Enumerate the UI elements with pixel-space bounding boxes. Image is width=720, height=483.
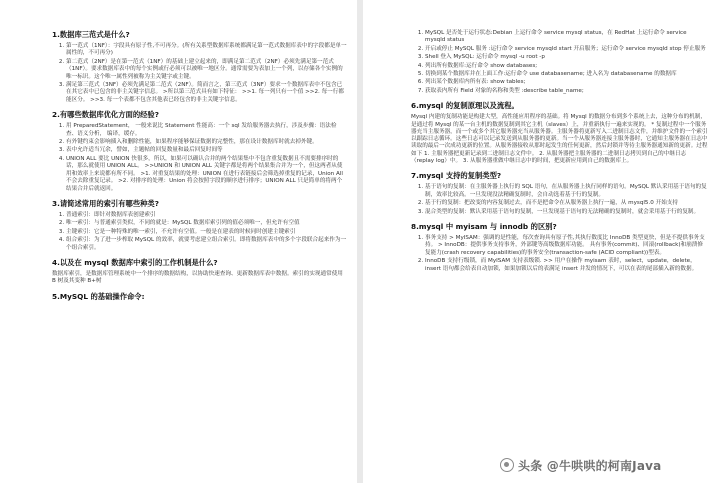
list-item: 2. 开启或停止 MySQL 服务 :运行命令 service mysqld start 开启服务；运行命令 service mysqld stop 停止服务 xyxy=(425,46,708,53)
watermark-text: 头条 @牛哄哄的柯南Java xyxy=(518,458,662,473)
watermark-logo-icon xyxy=(500,458,514,472)
list-item: 5. 切换到某个数据库并在上面工作:运行命令 use databasename; 进入名为 databasename 的数据库 xyxy=(425,71,708,78)
list-item: 1. 基于语句的复制：在主服务器上执行的 SQL 语句，在从服务器上执行同样的语句。MySQL 默认采用基于语句的复制，效率比较高。一旦发现没法精确复制时，会自动选着基于行的复制。 xyxy=(425,184,708,199)
list-item: 1. 用 PreparedStatement， 一般来说比 Statement 性能高：一个 sql 发给服务器去执行，涉及步骤：语法检查、语义分析， 编译，缓存。 xyxy=(66,123,347,138)
section-2-list xyxy=(52,123,347,193)
list-item: 4. 列出所有数据库:运行命令 show databases; xyxy=(425,63,708,70)
section-7 xyxy=(411,171,708,216)
section-5 xyxy=(52,292,347,301)
list-item: 3. 混合类型的复制：默认采用基于语句的复制，一旦发现基于语句的无法精确的复制时，就会采用基于行的复制。 xyxy=(425,209,708,216)
section-5-list xyxy=(411,30,708,95)
list-item: 2. 唯一索引：与普通索引类似，不同的就是：MySQL 数据库索引列的值必须唯一，但允许有空值 xyxy=(66,220,347,227)
list-item: 3. 表中允许适当冗余，譬如，主题帖的回复数量和最后回复时间等 xyxy=(66,147,347,154)
section-8 xyxy=(411,222,708,273)
section-4-heading: 4.以及在 mysql 数据库中索引的工作机制是什么? xyxy=(52,257,218,267)
section-6-paragraph: Mysql 内建的复制功能是构建大型，高性能应用程序的基础。将 Mysql 的数据分布到多个系统上去，这种分布的机制，是通过将 Mysql 的某一台主机的数据复制到其它主机（slaves）上，并重新执行一遍来实现的。 * 复制过程中一个服务器充当主服务器，而一个或多个其它服务器充当从服务器。主服务器将更新写入二进制日志文件，并维护文件的一个索引以跟踪日志循环。这些日志可以记录发送到从服务器的更新。当一个从服务器连接主服务器时，它通知主服务器在日志中读取的最后一次成功更新的位置。从服务器接收从那时起发生的任何更新，然后封锁并等待主服务器通知新的更新。过程如下 1. 主服务器把更新记录到二进制日志文件中。 2. 从服务器把主服务器的二进制日志拷贝到自己的中继日志（replay log）中。 3. 从服务器重做中继日志中的时间，把更新应用到自己的数据库上。 xyxy=(411,114,708,165)
section-5-continued xyxy=(411,30,708,95)
section-2-heading: 2.有哪些数据库优化方面的经验? xyxy=(52,110,159,120)
watermark xyxy=(500,452,715,478)
list-item: 7. 获取表内所有 Field 对象的名称和类型 :describe table_name; xyxy=(425,88,708,95)
section-4 xyxy=(52,258,347,286)
section-1 xyxy=(52,30,347,104)
section-1-list xyxy=(52,43,347,104)
section-6 xyxy=(411,101,708,165)
section-7-list xyxy=(411,184,708,216)
right-page xyxy=(363,0,720,483)
section-2 xyxy=(52,110,347,193)
section-1-heading: 1.数据库三范式是什么? xyxy=(52,30,130,39)
list-item: 1. 普通索引：即针对数据库表创建索引 xyxy=(66,212,347,219)
left-page xyxy=(0,0,357,483)
list-item: 3. 满足第三范式（3NF）必须先满足第二范式（2NF）。简而言之，第三范式（3NF）要求一个数据库表中不包含已在其它表中已包含的非主关键字信息。 >所以第三范式具有如下特征： >>1. 每一列只有一个值 >>2. 每一行都能区分。 >>3. 每一个表都不包含其他表已经包含的非主关键字信息。 xyxy=(66,82,347,104)
list-item: 2. 第二范式（2NF）是在第一范式（1NF）的基础上建立起来的，即满足第二范式（2NF）必须先满足第一范式（1NF）。要求数据库表中的每个实例或行必须可以被唯一地区分。通常需要为表加上一个列，以存储各个实例的唯一标识。这个唯一属性列被称为主关键字或主键。 xyxy=(66,59,347,81)
list-item: 2. InnoDB 支持行级锁，而 MyISAM 支持表级锁. >> 用户在操作 myisam 表时，select，update，delete，insert 语句都会给表自动加锁，如果加锁以后的表满足 insert 并发的情况下，可以在表的尾部插入新的数据。 xyxy=(425,258,708,273)
list-item: 6. 列出某个数据库内所有表: show tables; xyxy=(425,79,708,86)
list-item: 1. 事务支持 > MyISAM：强调的是性能，每次查询具有原子性,其执行数度比 InnoDB 类型更快，但是不提供事务支持。 > InnoDB：提供事务支持事务，外部键等高级数据库功能。 具有事务(commit)、回滚(rollback)和崩溃修复能力(crash recovery capabilities)的事务安全(transaction-safe (ACID compliant))型表。 xyxy=(425,235,708,257)
list-item: 2. 基于行的复制：把改变的内容复制过去，而不是把命令在从服务器上执行一遍，从 mysql5.0 开始支持 xyxy=(425,200,708,207)
list-item: 3. 主键索引：它是一种特殊的唯一索引，不允许有空值。一般是在建表的时候同时创建主键索引 xyxy=(66,229,347,236)
section-5-heading: 5.MySQL 的基础操作命令: xyxy=(52,291,145,301)
section-7-heading: 7.mysql 支持的复制类型? xyxy=(411,171,502,181)
section-8-list xyxy=(411,235,708,273)
list-item: 1. 第一范式（1NF）：字段具有原子性,不可再分。(所有关系型数据库系统都满足第一范式数据库表中的字段都是单一属性的，不可再分) xyxy=(66,43,347,58)
list-item: 4. UNION ALL 要比 UNION 快很多，所以，如果可以确认合并的两个结果集中不包含重复数据且不需要排序时的话，那么就使用 UNION ALL。 >>UNION 和 UNION ALL 关键字都是将两个结果集合并为一个，但这两者从使用和效率上来说都有所不同。 >1. 对重复结果的处理：UNION 在进行表链接后会筛选掉重复的记录，Union All 不会去除重复记录。 >2. 对排序的处理：Union 将会按照字段的顺序进行排序；UNION ALL 只是简单的将两个结果合并后就返回。 xyxy=(66,156,347,193)
list-item: 1. MySQL 是否处于运行状态:Debian 上运行命令 service mysql status，在 RedHat 上运行命令 service mysqld status xyxy=(425,30,708,45)
list-item: 4. 组合索引：为了进一步榨取 MySQL 的效率，就要考虑建立组合索引。即将数据库表中的多个字段联合起来作为一个组合索引。 xyxy=(66,237,347,252)
section-8-heading: 8.mysql 中 myisam 与 innodb 的区别? xyxy=(411,221,557,231)
list-item: 3. Shell 登入 MySQL: 运行命令 mysql -u root -p xyxy=(425,54,708,61)
section-3 xyxy=(52,199,347,252)
section-3-list xyxy=(52,212,347,252)
section-6-heading: 6.mysql 的复制原理以及流程。 xyxy=(411,101,519,111)
section-3-heading: 3.请简述常用的索引有哪些种类? xyxy=(52,198,159,208)
list-item: 2. 有外键约束会影响插入和删除性能，如果程序能够保证数据的完整性，那在设计数据库时就去掉外键。 xyxy=(66,139,347,146)
section-4-paragraph: 数据库索引，是数据库管理系统中一个排序的数据结构，以协助快速查询、更新数据库表中数据。索引的实现通常使用 B 树及其变种 B+树 xyxy=(52,270,343,285)
